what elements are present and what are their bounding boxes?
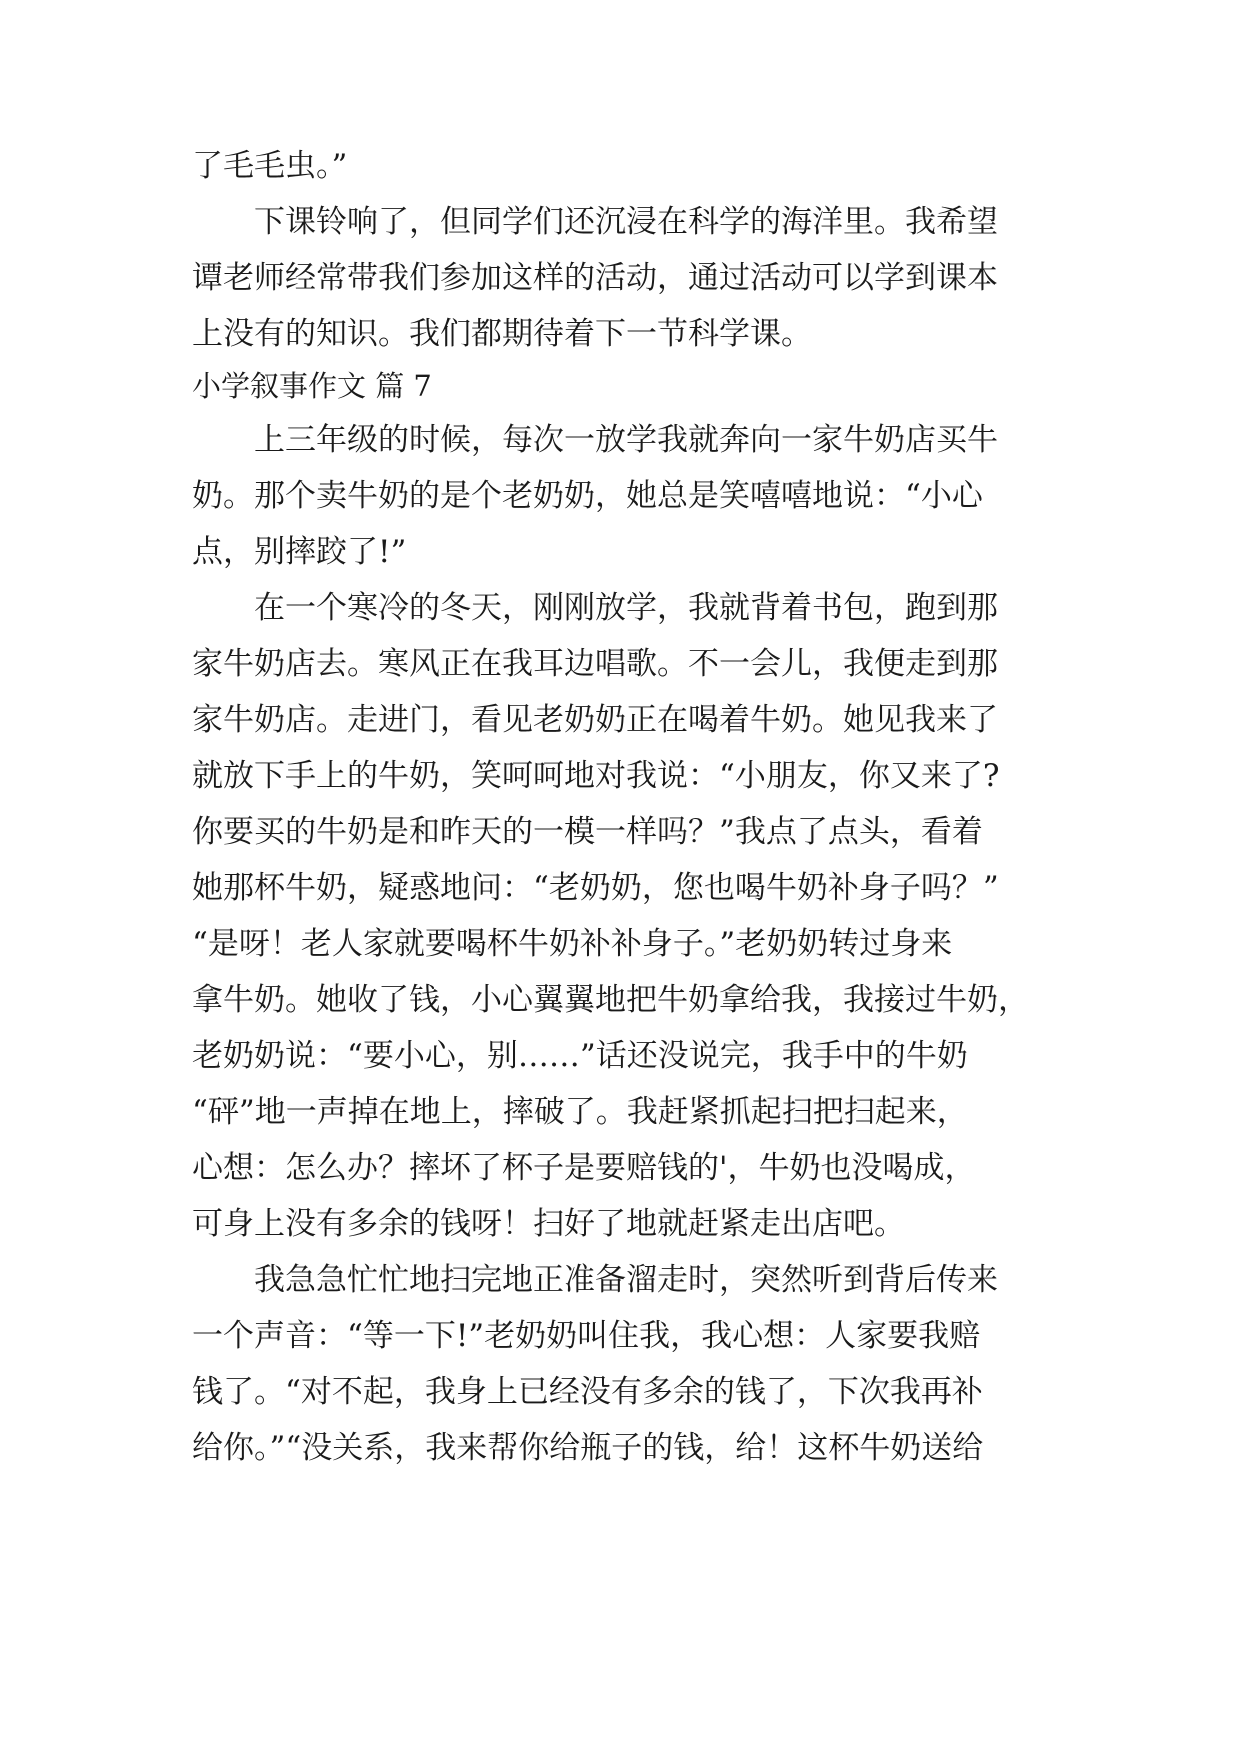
text-line: 家牛奶店去。寒风正在我耳边唱歌。不一会儿，我便走到那 xyxy=(192,646,998,682)
text-line: 心想：怎么办？摔坏了杯子是要赔钱的'，牛奶也没喝成， xyxy=(192,1150,976,1186)
text-line: 了毛毛虫。” xyxy=(192,148,348,184)
text-line: 钱了。“对不起，我身上已经没有多余的钱了，下次我再补 xyxy=(192,1374,983,1410)
text-line: 我急急忙忙地扫完地正准备溜走时，突然听到背后传来 xyxy=(192,1262,998,1298)
text-line: “砰”地一声掉在地上，摔破了。我赶紧抓起扫把扫起来， xyxy=(192,1094,968,1130)
text-line: 下课铃响了，但同学们还沉浸在科学的海洋里。我希望 xyxy=(192,204,998,240)
text-line: 拿牛奶。她收了钱，小心翼翼地把牛奶拿给我，我接过牛奶， xyxy=(192,982,1029,1018)
text-line: 上没有的知识。我们都期待着下一节科学课。 xyxy=(192,316,812,352)
text-line: 奶。那个卖牛奶的是个老奶奶，她总是笑嘻嘻地说：“小心 xyxy=(192,478,983,514)
text-line: 谭老师经常带我们参加这样的活动，通过活动可以学到课本 xyxy=(192,260,998,296)
text-line: 她那杯牛奶，疑惑地问：“老奶奶，您也喝牛奶补身子吗？” xyxy=(192,870,999,906)
text-line: 上三年级的时候，每次一放学我就奔向一家牛奶店买牛 xyxy=(192,422,998,458)
text-line: 就放下手上的牛奶，笑呵呵地对我说：“小朋友，你又来了? xyxy=(192,758,1000,794)
text-line: “是呀！老人家就要喝杯牛奶补补身子。”老奶奶转过身来 xyxy=(192,926,953,962)
text-line: 给你。”“没关系，我来帮你给瓶子的钱，给！这杯牛奶送给 xyxy=(192,1430,984,1466)
text-line: 老奶奶说：“要小心，别……”话还没说完，我手中的牛奶 xyxy=(192,1038,968,1074)
text-line: 点，别摔跤了!” xyxy=(192,534,407,570)
text-line: 在一个寒冷的冬天，刚刚放学，我就背着书包，跑到那 xyxy=(192,590,998,626)
section-heading: 小学叙事作文 篇 7 xyxy=(192,369,432,403)
text-line: 一个声音：“等一下!”老奶奶叫住我，我心想：人家要我赔 xyxy=(192,1318,981,1354)
text-line: 你要买的牛奶是和昨天的一模一样吗？”我点了点头，看着 xyxy=(192,814,983,850)
text-line: 可身上没有多余的钱呀！扫好了地就赶紧走出店吧。 xyxy=(192,1206,905,1242)
text-line: 家牛奶店。走进门，看见老奶奶正在喝着牛奶。她见我来了 xyxy=(192,702,998,738)
